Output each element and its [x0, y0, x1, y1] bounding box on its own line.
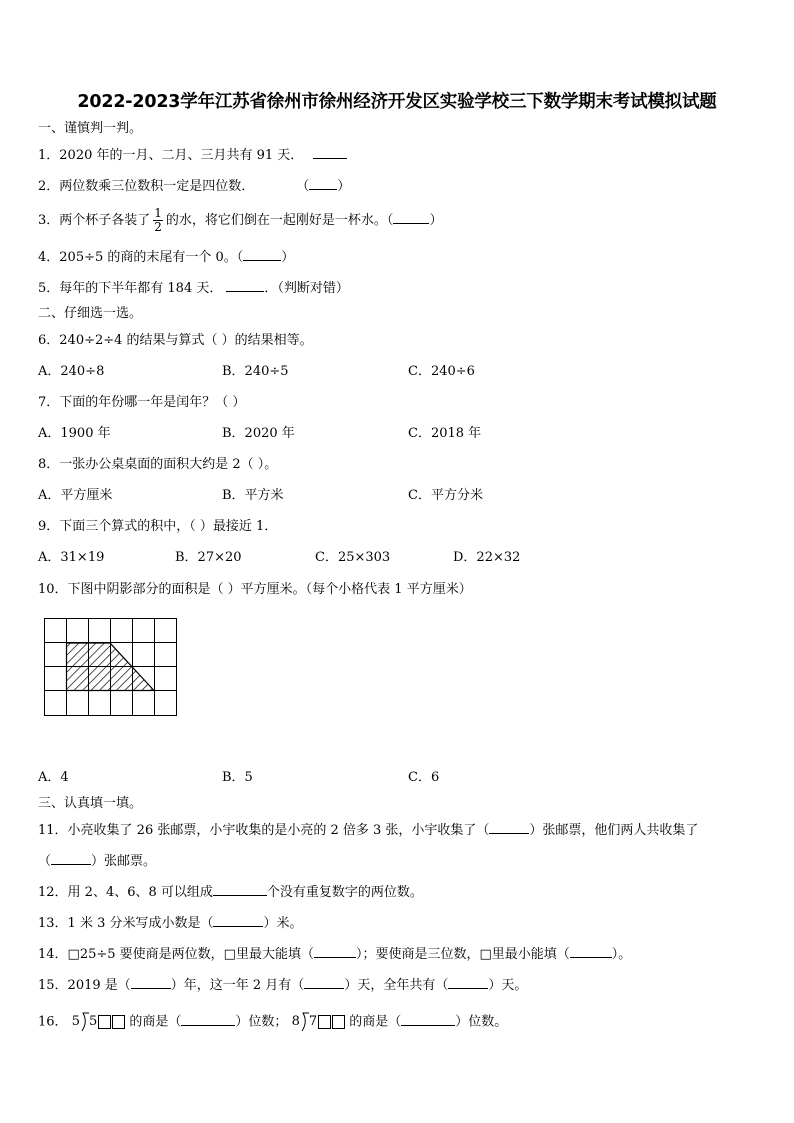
question-16: 16． 5 5 的商是（ ）位数； 8 7 的商是（ ）位数。	[38, 1010, 507, 1034]
question-14: 14．□25÷5 要使商是两位数，□里最大能填（ ）；要使商是三位数，□里最小能填（ ）。	[38, 947, 632, 962]
section-1-heading: 一、谨慎判一判。	[38, 121, 143, 136]
division-bracket-icon	[301, 1012, 309, 1032]
answer-blank[interactable]	[304, 976, 344, 989]
long-division-2: 8 7	[292, 1010, 346, 1034]
answer-blank[interactable]	[401, 1013, 455, 1026]
question-10-stem: 10．下图中阴影部分的面积是（ ）平方厘米。（每个小格代表 1 平方厘米）	[38, 582, 472, 597]
option-a[interactable]: A．240÷8	[38, 364, 105, 379]
question-7-stem: 7．下面的年份哪一年是闰年？（ ）	[38, 395, 246, 410]
question-3: 3．两个杯子各装了 $\frac{1}{2}$ 的水，将它们倒在一起刚好是一杯水。（ ）	[38, 206, 443, 234]
option-a[interactable]: A．4	[38, 770, 69, 785]
fraction-half: $\frac{1}{2}$	[154, 206, 162, 234]
division-bracket-icon	[81, 1012, 89, 1032]
option-b[interactable]: B．240÷5	[222, 364, 289, 379]
question-12: 12．用 2、4、6、8 可以组成 个没有重复数字的两位数。	[38, 885, 423, 900]
answer-blank[interactable]	[393, 211, 429, 224]
question-6-stem: 6．240÷2÷4 的结果与算式（ ）的结果相等。	[38, 333, 313, 348]
answer-blank[interactable]	[314, 945, 356, 958]
question-13: 13．1 米 3 分米写成小数是（ ）米。	[38, 916, 303, 931]
option-d[interactable]: D．22×32	[453, 550, 521, 565]
digit-box[interactable]	[112, 1015, 125, 1029]
question-8-stem: 8．一张办公桌桌面的面积大约是 2（ ）。	[38, 457, 278, 472]
answer-blank[interactable]	[309, 177, 337, 190]
answer-blank[interactable]	[313, 146, 347, 159]
option-c[interactable]: C．240÷6	[408, 364, 475, 379]
answer-blank[interactable]	[570, 945, 612, 958]
option-c[interactable]: C．6	[408, 770, 440, 785]
answer-blank[interactable]	[213, 883, 267, 896]
option-b[interactable]: B．平方米	[222, 488, 284, 503]
answer-blank[interactable]	[131, 976, 171, 989]
answer-blank[interactable]	[226, 279, 264, 292]
option-a[interactable]: A．1900 年	[38, 426, 111, 441]
question-15: 15．2019 是（ ）年，这一年 2 月有（ ）天，全年共有（ ）天。	[38, 978, 528, 993]
question-11-line-2: （ ）张邮票。	[38, 854, 157, 869]
page-title: 2022-2023学年江苏省徐州市徐州经济开发区实验学校三下数学期末考试模拟试题	[77, 92, 717, 112]
option-b[interactable]: B．2020 年	[222, 426, 295, 441]
answer-blank[interactable]	[213, 914, 263, 927]
option-a[interactable]: A．31×19	[38, 550, 105, 565]
answer-blank[interactable]	[51, 852, 91, 865]
question-2: 2．两位数乘三位数积一定是四位数． （ ）	[38, 179, 351, 194]
question-5: 5．每年的下半年都有 184 天． ．（判断对错）	[38, 281, 349, 296]
section-2-heading: 二、仔细选一选。	[38, 306, 143, 321]
question-9-stem: 9．下面三个算式的积中，（ ）最接近 1．	[38, 519, 278, 534]
digit-box[interactable]	[98, 1015, 111, 1029]
option-c[interactable]: C．平方分米	[408, 488, 483, 503]
option-b[interactable]: B．27×20	[175, 550, 242, 565]
answer-blank[interactable]	[181, 1013, 235, 1026]
question-1-text: 1．2020 年的一月、二月、三月共有 91 天．	[38, 148, 304, 163]
question-4: 4．205÷5 的商的末尾有一个 0。（ ）	[38, 250, 295, 265]
option-a[interactable]: A．平方厘米	[38, 488, 113, 503]
section-3-heading: 三、认真填一填。	[38, 796, 143, 811]
option-c[interactable]: C．25×303	[315, 550, 391, 565]
answer-blank[interactable]	[243, 248, 281, 261]
long-division-1: 5 5	[72, 1010, 126, 1034]
digit-box[interactable]	[318, 1015, 331, 1029]
digit-box[interactable]	[332, 1015, 345, 1029]
question-1	[38, 146, 347, 165]
question-11-line-1: 11．小亮收集了 26 张邮票，小宇收集的是小亮的 2 倍多 3 张，小宇收集了（ ）张邮票，他们两人共收集了	[38, 823, 699, 838]
question-2-text: 2．两位数乘三位数积一定是四位数．	[38, 179, 255, 194]
answer-blank[interactable]	[448, 976, 488, 989]
option-c[interactable]: C．2018 年	[408, 426, 482, 441]
option-b[interactable]: B．5	[222, 770, 253, 785]
answer-blank[interactable]	[489, 821, 529, 834]
shaded-grid-figure	[44, 618, 178, 718]
